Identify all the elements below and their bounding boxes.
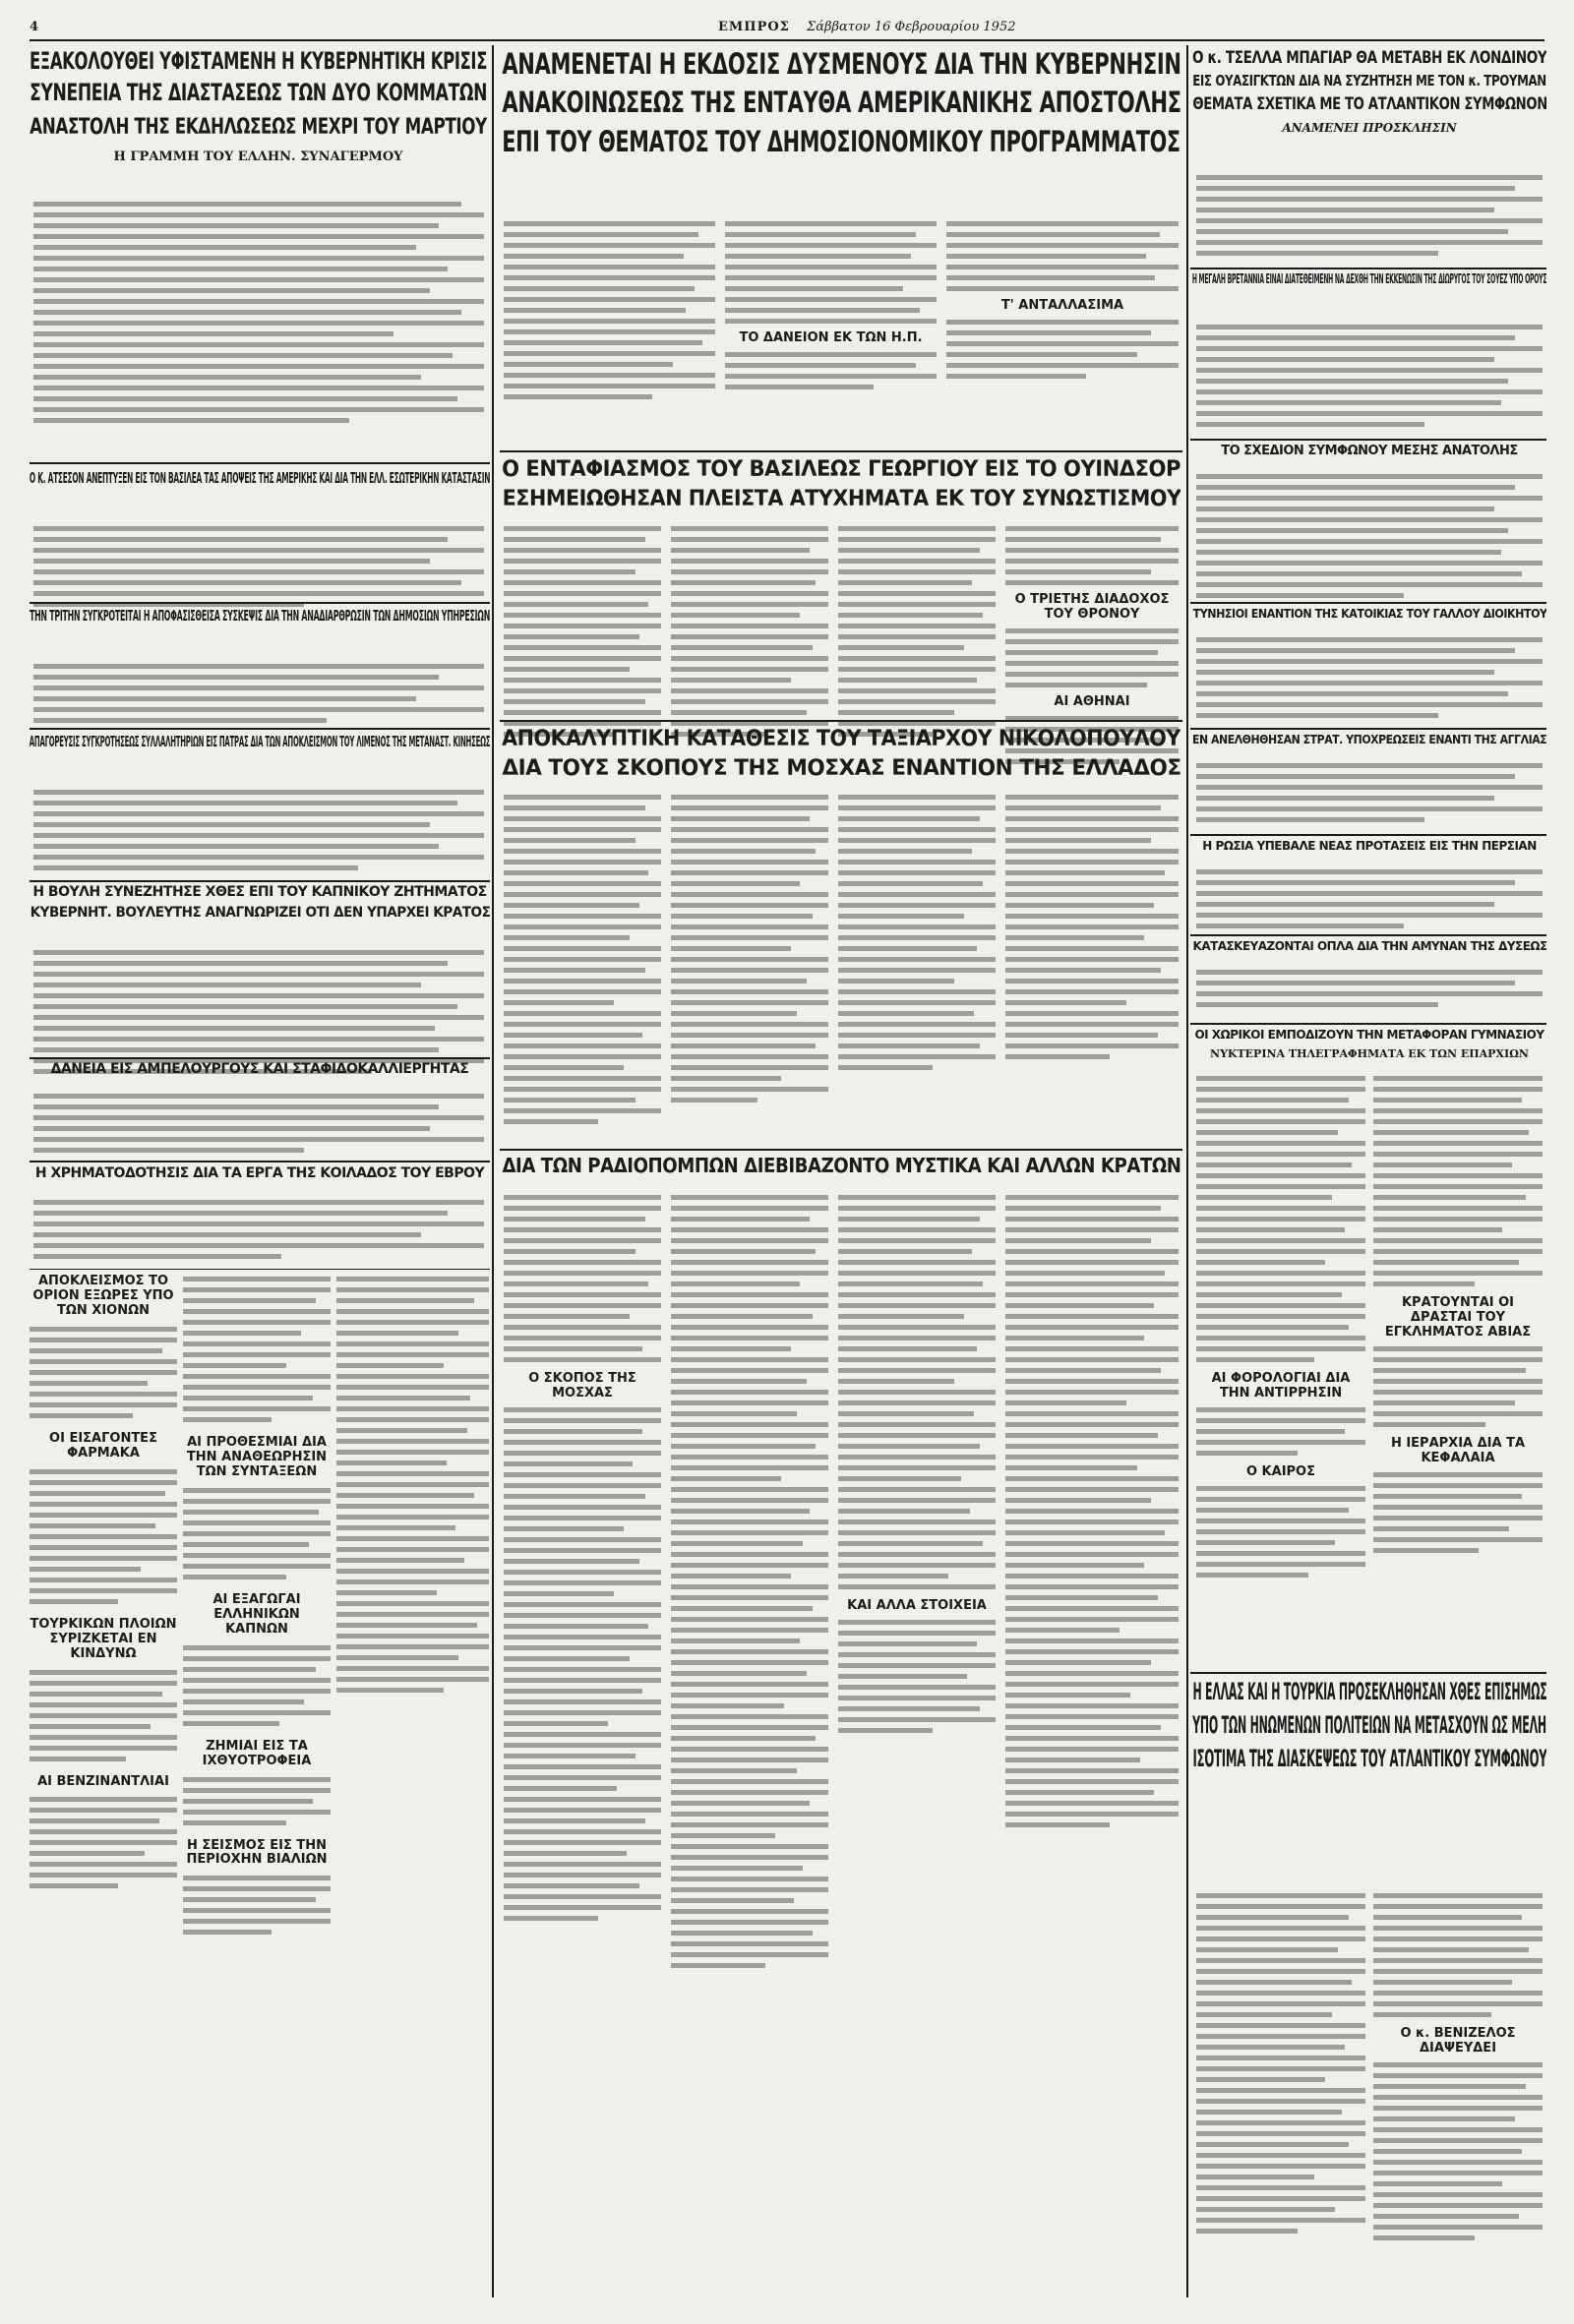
headline-weapons: ΚΑΤΑΣΚΕΥΑΖΟΝΤΑΙ ΟΠΛΑ ΔΙΑ ΤΗΝ ΑΜΥΝΑΝ ΤΗΣ ΔΥΣΕΩΣ [1192,940,1546,953]
article-body-placeholder [1196,970,1543,1013]
article-body-placeholder [838,1195,996,1739]
headline-other-elements: ΚΑΙ ΑΛΛΑ ΣΤΟΙΧΕΙΑ [847,1598,987,1613]
persia-headline-block [1192,840,1546,865]
headline-nikolopoulos-1: ΑΠΟΚΑΛΥΠΤΙΚΗ ΚΑΤΑΘΕΣΙΣ ΤΟΥ ΤΑΞΙΑΡΧΟΥ ΝΙΚΟΛΟΠΟΥΛΟΥ [502,728,1180,751]
headline-farmers: ΟΙ ΧΩΡΙΚΟΙ ΕΜΠΟΔΙΖΟΥΝ ΤΗΝ ΜΕΤΑΦΟΡΑΝ ΓΥΜΝΑΣΙΟΥ [1194,1029,1544,1042]
section-rule [30,602,490,604]
section-rule [500,1149,1182,1151]
headline-venizelos: Ο κ. ΒΕΝΙΖΕΛΟΣ ΔΙΑΨΕΥΔΕΙ [1400,2026,1516,2056]
headline-crisis-2: ΣΥΝΕΠΕΙΑ ΤΗΣ ΔΙΑΣΤΑΣΕΩΣ ΤΩΝ ΔΥΟ ΚΟΜΜΑΤΩΝ [30,78,487,106]
headline-weather: Ο ΚΑΙΡΟΣ [1245,1463,1315,1479]
atseson-headline-block [30,470,490,519]
section-rule [1190,728,1546,730]
article-body-placeholder [1373,1076,1543,1559]
article-body-placeholder [725,221,937,395]
headline-heir: Ο ΤΡΙΕΤΗΣ ΔΙΑΔΟΧΟΣ ΤΟΥ ΘΡΟΝΟΥ [1014,592,1170,622]
headline-patras: ΑΠΑΓΟΡΕΥΣΙΣ ΣΥΓΚΡΟΤΗΣΕΩΣ ΣΥΛΛΑΛΗΤΗΡΙΩΝ ΕΙΣ ΠΑΤΡΑΣ ΔΙΑ ΤΩΝ ΑΠΟΚΛΕΙΣΜΟΝ ΤΟΥ ΛΙΜΕΝΟΣ ΤΗΣ ΜΕΤΑΝΑΣΤ. ΚΙΝΗΣΕΩΣ [30,734,490,750]
section-rule [30,1269,490,1270]
nikolopoulos-headline-block [502,728,1180,789]
issue-date: Σάββατον 16 Φεβρουαρίου 1952 [807,20,1016,34]
headline-greece-turkey-1: Η ΕΛΛΑΣ ΚΑΙ Η ΤΟΥΡΚΙΑ ΠΡΟΣΕΚΛΗΘΗΣΑΝ ΧΘΕΣ ΕΠΙΣΗΜΩΣ [1192,1680,1546,1705]
headline-loan: ΤΟ ΔΑΝΕΙΟΝ ΕΚ ΤΩΝ Η.Π. [739,330,923,345]
headline-tobacco: Η ΒΟΥΛΗ ΣΥΝΕΖΗΤΗΣΕ ΧΘΕΣ ΕΠΙ ΤΟΥ ΚΑΠΝΙΚΟΥ ΖΗΤΗΜΑΤΟΣ [32,885,487,900]
section-rule [1190,1023,1546,1025]
headline-greece-turkey-3: ΙΣΟΤΙΜΑ ΤΗΣ ΔΙΑΣΚΕΨΕΩΣ ΤΟΥ ΑΤΛΑΝΤΙΚΟΥ ΣΥΜΦΩΝΟΥ [1192,1744,1546,1772]
headline-funeral-1: Ο ΕΝΤΑΦΙΑΣΜΟΣ ΤΟΥ ΒΑΣΙΛΕΩΣ ΓΕΩΡΓΙΟΥ ΕΙΣ ΤΟ ΟΥΙΝΔΣΟΡ [502,458,1180,482]
article-body-placeholder [671,526,828,743]
headline-tax: ΑΙ ΦΟΡΟΛΟΓΙΑΙ ΔΙΑ ΤΗΝ ΑΝΤΙΡΡΗΣΙΝ [1211,1371,1351,1400]
section-rule [30,880,490,882]
section-rule [1190,439,1546,441]
article-body-placeholder [1005,795,1179,1065]
article-body-placeholder [838,526,996,743]
headline-crete: ΚΡΑΤΟΥΝΤΑΙ ΟΙ ΔΡΑΣΤΑΙ ΤΟΥ ΕΓΚΛΗΜΑΤΟΣ ΑΒΙΑΣ [1384,1295,1532,1340]
headline-exports: ΑΙ ΕΞΑΓΩΓΑΙ ΕΛΛΗΝΙΚΩΝ ΚΑΠΝΩΝ [212,1591,301,1637]
article-body-placeholder [671,795,828,1108]
article-body-placeholder [1196,175,1543,262]
article-body-placeholder [504,1195,661,1927]
headline-american-1: ΑΝΑΜΕΝΕΤΑΙ Η ΕΚΔΟΣΙΣ ΔΥΣΜΕΝΟΥΣ ΔΙΑ ΤΗΝ ΚΥΒΕΡΝΗΣΙΝ [502,49,1180,81]
radio-headline-block [502,1156,1180,1187]
headline-hierarchy: Η ΙΕΡΑΡΧΙΑ ΔΙΑ ΤΑ ΚΕΦΑΛΑΙΑ [1390,1435,1526,1465]
headline-evros: Η ΧΡΗΜΑΤΟΔΟΤΗΣΙΣ ΔΙΑ ΤΑ ΕΡΓΑ ΤΗΣ ΚΟΙΛΑΔΟΣ ΤΟΥ ΕΒΡΟΥ [34,1166,485,1181]
article-body-placeholder [838,795,996,1076]
article-body-placeholder [1005,1195,1179,1833]
article-body-placeholder [33,664,484,729]
section-rule [1190,268,1546,269]
headline-quake: Η ΣΕΙΣΜΟΣ ΕΙΣ ΤΗΝ ΠΕΡΙΟΧΗΝ ΒΙΑΛΙΩΝ [186,1837,328,1868]
section-rule [500,720,1182,722]
small-column-2 [183,1275,331,2288]
headline-american-2: ΑΝΑΚΟΙΝΩΣΕΩΣ ΤΗΣ ΕΝΤΑΥΘΑ ΑΜΕΡΙΚΑΝΙΚΗΣ ΑΠΟΣΤΟΛΗΣ [502,86,1180,120]
paper-name: ΕΜΠΡΟΣ [718,20,790,34]
headline-coop: ΑΙ ΠΡΟΘΕΣΜΙΑΙ ΔΙΑ ΤΗΝ ΑΝΑΘΕΩΡΗΣΙΝ ΤΩΝ ΣΥΝΤΑΞΕΩΝ [186,1435,328,1479]
column-rule [1186,45,1188,2297]
headline-bayar-1: Ο κ. ΤΣΕΛΛΑ ΜΠΑΓΙΑΡ ΘΑ ΜΕΤΑΒΗ ΕΚ ΛΟΝΔΙΝΟΥ [1192,49,1546,68]
section-rule [30,1161,490,1162]
section-rule [1190,602,1546,604]
small-column-3 [336,1275,489,2288]
newyork-headline-block [1192,940,1546,966]
right-top-headline-block [1192,49,1546,167]
article-body-placeholder [1373,1893,1543,2246]
headline-britain: Η ΜΕΓΑΛΗ ΒΡΕΤΑΝΝΙΑ ΕΙΝΑΙ ΔΙΑΤΕΘΕΙΜΕΝΗ ΝΑ ΔΕΧΘΗ ΤΗΝ ΕΚΚΕΝΩΣΙΝ ΤΗΣ ΔΙΩΡΥΓΟΣ ΤΟΥ ΣΟΥΕΖ ΥΠΟ ΟΡΟΥΣ [1192,273,1546,287]
headline-pact: ΤΟ ΣΧΕΔΙΟΝ ΣΥΜΦΩΝΟΥ ΜΕΣΗΣ ΑΝΑΤΟΛΗΣ [1221,445,1518,458]
headline-damages: ΖΗΜΙΑΙ ΕΙΣ ΤΑ ΙΧΘΥΟΤΡΟΦΕΙΑ [202,1738,312,1768]
third-headline-block [30,608,490,657]
headline-bayar-3: ΘΕΜΑΤΑ ΣΧΕΤΙΚΑ ΜΕ ΤΟ ΑΤΛΑΝΤΙΚΟΝ ΣΥΜΦΩΝΟΝ [1192,93,1546,114]
headline-tunisia: ΤΥΝΗΣΙΟΙ ΕΝΑΝΤΙΟΝ ΤΗΣ ΚΑΤΟΙΚΙΑΣ ΤΟΥ ΓΑΛΛΟΥ ΔΙΟΙΚΗΤΟΥ [1192,608,1546,621]
section-rule [1190,1672,1546,1674]
article-body-placeholder [671,1195,828,1974]
small-column-1 [30,1275,177,2288]
portugal-headline-block [1192,445,1546,470]
headline-crisis-3: ΑΝΑΣΤΟΛΗ ΤΗΣ ΕΚΔΗΛΩΣΕΩΣ ΜΕΧΡΙ ΤΟΥ ΜΑΡΤΙΟΥ [30,114,487,140]
farmers-headline-block [1192,1029,1546,1072]
article-body-placeholder [1196,763,1543,828]
section-rule [1190,934,1546,936]
headline-drugs: ΟΙ ΕΙΣΑΓΟΝΤΕΣ ΦΑΡΜΑΚΑ [49,1430,157,1460]
article-body-placeholder [946,221,1179,385]
article-body-placeholder [33,1200,484,1265]
article-body-placeholder [1196,1893,1365,2239]
headline-moscow: Ο ΣΚΟΠΟΣ ΤΗΣ ΜΟΣΧΑΣ [528,1371,636,1400]
evros-headline-block [30,1166,490,1194]
headline-loans: ΔΑΝΕΙΑ ΕΙΣ ΑΜΠΕΛΟΥΡΓΟΥΣ ΚΑΙ ΣΤΑΦΙΔΟΚΑΛΛΙΕΡΓΗΤΑΣ [50,1062,469,1077]
article-body-placeholder [1196,869,1543,934]
right-bottom-headline-block [1192,1680,1546,1886]
article-body-placeholder [33,202,484,429]
headline-persia: Η ΡΩΣΙΑ ΥΠΕΒΑΛΕ ΝΕΑΣ ΠΡΟΤΑΣΕΙΣ ΕΙΣ ΤΗΝ ΠΕΡΣΙΑΝ [1202,840,1537,853]
headline-third: ΤΗΝ ΤΡΙΤΗΝ ΣΥΓΚΡΟΤΕΙΤΑΙ Η ΑΠΟΦΑΣΙΣΘΕΙΣΑ ΣΥΣΚΕΨΙΣ ΔΙΑ ΤΗΝ ΑΝΑΔΙΑΡΘΡΩΣΙΝ ΤΩΝ ΔΗΜΟΣΙΩΝ ΥΠΗΡΕΣΙΩΝ [30,608,490,625]
headline-petrol: ΑΙ ΒΕΝΖΙΝΑΝΤΛΙΑΙ [37,1773,169,1789]
byline: Η ΓΡΑΜΜΗ ΤΟΥ ΕΛΛΗΝ. ΣΥΝΑΓΕΡΜΟΥ [113,149,403,164]
loans-headline-block [30,1062,490,1090]
headline-funeral-2: ΕΣΗΜΕΙΩΘΗΣΑΝ ΠΛΕΙΣΤΑ ΑΤΥΧΗΜΑΤΑ ΕΚ ΤΟΥ ΣΥΝΩΣΤΙΣΜΟΥ [502,486,1180,511]
funeral-headline-block [502,458,1180,519]
section-rule [30,1057,490,1059]
paris-headline-block [1192,608,1546,633]
article-body-placeholder [33,1094,484,1159]
headline-tasks: Τ' ΑΝΤΑΛΛΑΣΙΜΑ [1000,298,1124,313]
article-body-placeholder [504,221,715,405]
headline-radio: ΔΙΑ ΤΩΝ ΡΑΔΙΟΠΟΜΠΩΝ ΔΙΕΒΙΒΑΖΟΝΤΟ ΜΥΣΤΙΚΑ ΚΑΙ ΑΛΛΩΝ ΚΡΑΤΩΝ [502,1156,1180,1177]
headline-bayar-2: ΕΙΣ ΟΥΑΣΙΓΚΤΩΝ ΔΙΑ ΝΑ ΣΥΖΗΤΗΣΗ ΜΕ ΤΟΝ κ. ΤΡΟΥΜΑΝ [1192,72,1546,90]
article-body-placeholder [33,790,484,876]
section-rule [30,462,490,464]
section-rule [500,450,1182,452]
article-body-placeholder [33,950,484,1080]
headline-ships: ΤΟΥΡΚΙΚΩΝ ΠΛΟΙΩΝ ΣΥΡΙΖΚΕΤΑΙ ΕΝ ΚΙΝΔΥΝΩ [30,1616,177,1661]
kicker-invitation: ΑΝΑΜΕΝΕΙ ΠΡΟΣΚΛΗΣΙΝ [1282,120,1457,135]
headline-athens: ΑΙ ΑΘΗΝΑΙ [1054,693,1130,709]
masthead [30,18,1544,41]
center-top-headline-block [502,49,1180,216]
article-body-placeholder [504,795,661,1130]
headline-atseson: Ο Κ. ΑΤΣΕΣΟΝ ΑΝΕΠΤΥΞΕΝ ΕΙΣ ΤΟΝ ΒΑΣΙΛΕΑ ΤΑΣ ΑΠΟΨΕΙΣ ΤΗΣ ΑΜΕΡΙΚΗΣ ΚΑΙ ΔΙΑ ΤΗΝ ΕΛΛ. ΕΣΩΤΕΡΙΚΗΝ ΚΑΤΑΣΤΑΣΙΝ [30,470,490,487]
article-body-placeholder [504,526,661,743]
article-body-placeholder [1196,637,1543,724]
headline-obligations: ΕΝ ΑΝΕΛΘΗΘΗΣΑΝ ΣΤΡΑΤ. ΥΠΟΧΡΕΩΣΕΙΣ ΕΝΑΝΤΙ ΤΗΣ ΑΓΓΛΙΑΣ [1192,734,1546,746]
headline-crisis-1: ΕΞΑΚΟΛΟΥΘΕΙ ΥΦΙΣΤΑΜΕΝΗ Η ΚΥΒΕΡΝΗΤΙΚΗ ΚΡΙΣΙΣ [30,49,487,75]
page-number: 4 [30,20,39,34]
article-body-placeholder [33,526,484,613]
washington-headline-block [1192,734,1546,759]
headline-greece-turkey-2: ΥΠΟ ΤΩΝ ΗΝΩΜΕΝΩΝ ΠΟΛΙΤΕΙΩΝ ΝΑ ΜΕΤΑΣΧΟΥΝ ΩΣ ΜΕΛΗ [1192,1710,1546,1739]
left-top-headline-block [30,49,487,197]
column-rule [492,45,494,2297]
section-rule [1190,834,1546,836]
subhead-provinces: ΝΥΚΤΕΡΙΝΑ ΤΗΛΕΓΡΑΦΗΜΑΤΑ ΕΚ ΤΩΝ ΕΠΑΡΧΙΩΝ [1210,1046,1529,1060]
headline-snow: ΑΠΟΚΛΕΙΣΜΟΣ ΤΟ ΟΡΙΟΝ ΕΞΩΡΕΣ ΥΠΟ ΤΩΝ ΧΙΟΝΩΝ [32,1275,174,1318]
article-body-placeholder [1196,474,1543,604]
headline-govt: ΚΥΒΕΡΝΗΤ. ΒΟΥΛΕΥΤΗΣ ΑΝΑΓΝΩΡΙΖΕΙ ΟΤΙ ΔΕΝ ΥΠΑΡΧΕΙ ΚΡΑΤΟΣ [30,905,490,922]
britain-headline-block [1192,273,1546,319]
headline-nikolopoulos-2: ΔΙΑ ΤΟΥΣ ΣΚΟΠΟΥΣ ΤΗΣ ΜΟΣΧΑΣ ΕΝΑΝΤΙΟΝ ΤΗΣ ΕΛΛΑΔΟΣ [502,755,1180,781]
section-rule [30,728,490,730]
headline-american-3: ΕΠΙ ΤΟΥ ΘΕΜΑΤΟΣ ΤΟΥ ΔΗΜΟΣΙΟΝΟΜΙΚΟΥ ΠΡΟΓΡΑΜΜΑΤΟΣ [502,124,1180,158]
article-body-placeholder [1196,325,1543,433]
tobacco-headline-block [30,885,490,944]
patras-headline-block [30,734,490,783]
article-body-placeholder [1196,1076,1365,1583]
